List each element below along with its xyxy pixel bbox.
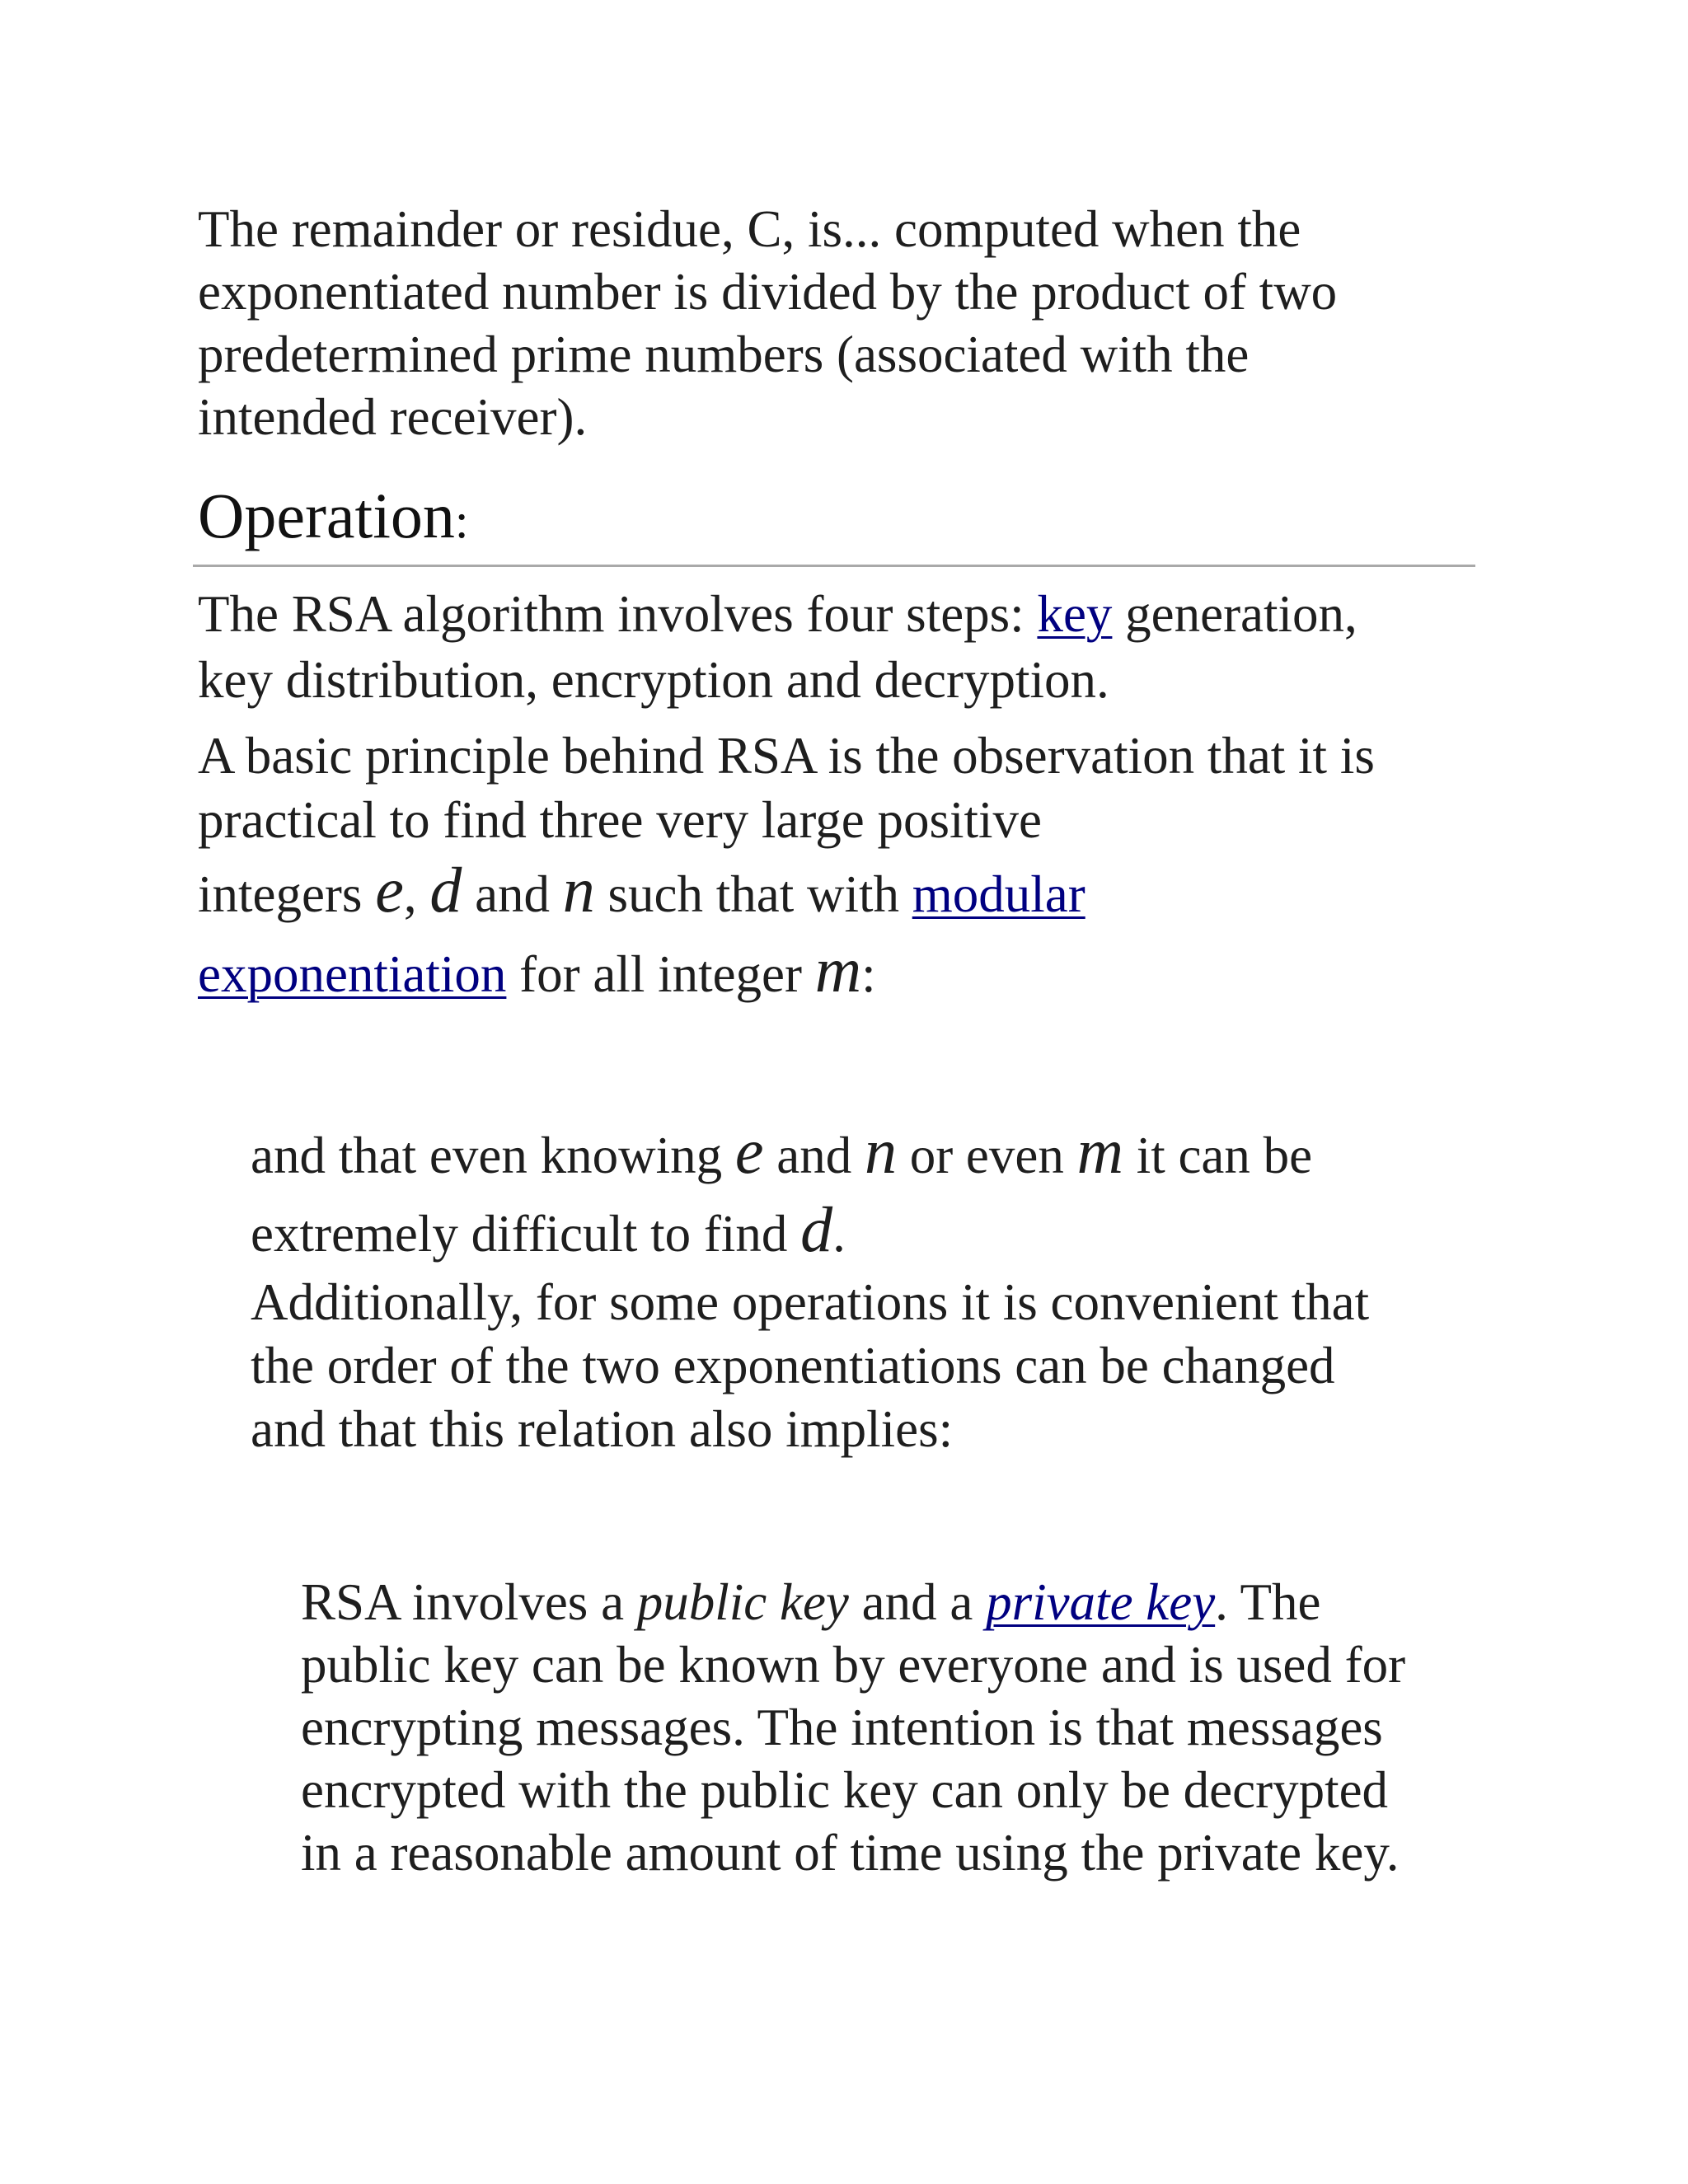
rsa-keys-line: encrypting messages. The intention is that messages (301, 1699, 1383, 1756)
section-heading-colon: : (454, 494, 469, 548)
knowing-text: . (832, 1205, 846, 1263)
key-link[interactable]: key (1037, 585, 1113, 643)
intro-line: predetermined prime numbers (associated with the (198, 326, 1250, 383)
variable-n: n (562, 854, 595, 926)
knowing-paragraph (251, 1114, 1487, 1271)
steps-line: key distribution, encryption and decryption. (198, 651, 1109, 709)
principle-text: integers (198, 865, 376, 923)
variable-d: d (429, 854, 462, 926)
rsa-keys-text: RSA involves a (301, 1573, 637, 1631)
principle-text: , (403, 865, 430, 923)
intro-line: intended receiver). (198, 388, 588, 446)
knowing-text: extremely difficult to find (251, 1205, 801, 1263)
steps-text: The RSA algorithm involves four steps: (198, 585, 1038, 643)
principle-text: : (861, 945, 876, 1003)
principle-paragraph (198, 724, 1467, 1012)
principle-text: such that with (594, 865, 912, 923)
variable-m: m (1076, 1115, 1123, 1187)
rsa-keys-line: encrypted with the public key can only be decrypted (301, 1761, 1389, 1819)
rsa-keys-text: . The (1215, 1573, 1321, 1631)
steps-line (198, 581, 1467, 647)
intro-line: exponentiated number is divided by the product of two (198, 263, 1338, 321)
rsa-keys-line (301, 1571, 1521, 1633)
variable-d: d (800, 1193, 833, 1265)
modular-exponentiation-link-part2[interactable]: exponentiation (198, 945, 507, 1003)
steps-paragraph (198, 581, 1467, 713)
principle-line: practical to find three very large positive (198, 791, 1042, 849)
modular-exponentiation-link-part1[interactable]: modular (912, 865, 1085, 923)
additional-line: and that this relation also implies: (251, 1400, 954, 1458)
variable-n: n (864, 1115, 897, 1187)
additional-line: the order of the two exponentiations can be changed (251, 1337, 1335, 1394)
section-heading (198, 476, 469, 560)
heading-divider (193, 565, 1475, 567)
variable-m: m (814, 934, 862, 1005)
principle-line: A basic principle behind RSA is the observation that it is (198, 727, 1375, 785)
principle-line (198, 932, 1467, 1012)
principle-text: and (462, 865, 563, 923)
principle-text: for all integer (506, 945, 815, 1003)
section-heading-text: Operation (198, 480, 455, 551)
rsa-keys-line: public key can be known by everyone and is used for (301, 1636, 1406, 1694)
public-key-term: public key (636, 1573, 849, 1631)
additional-paragraph (251, 1271, 1487, 1461)
knowing-text: and that even knowing (251, 1127, 735, 1184)
private-key-link[interactable] (986, 1573, 1215, 1631)
variable-e: e (734, 1115, 764, 1187)
steps-text: generation, (1112, 585, 1357, 643)
rsa-keys-paragraph (301, 1571, 1521, 1884)
intro-line: The remainder or residue, C, is... computed when the (198, 200, 1301, 258)
private-key-term: private key (986, 1573, 1216, 1631)
intro-paragraph (198, 198, 1451, 448)
knowing-text: or even (896, 1127, 1077, 1184)
additional-line: Additionally, for some operations it is convenient that (251, 1273, 1370, 1331)
rsa-keys-line: in a reasonable amount of time using the private key. (301, 1824, 1400, 1882)
knowing-text: and (763, 1127, 865, 1184)
variable-e: e (375, 854, 404, 926)
knowing-line (251, 1193, 1487, 1271)
rsa-keys-text: and a (848, 1573, 987, 1631)
knowing-line (251, 1114, 1487, 1193)
principle-line (198, 852, 1467, 932)
knowing-text: it can be (1123, 1127, 1313, 1184)
